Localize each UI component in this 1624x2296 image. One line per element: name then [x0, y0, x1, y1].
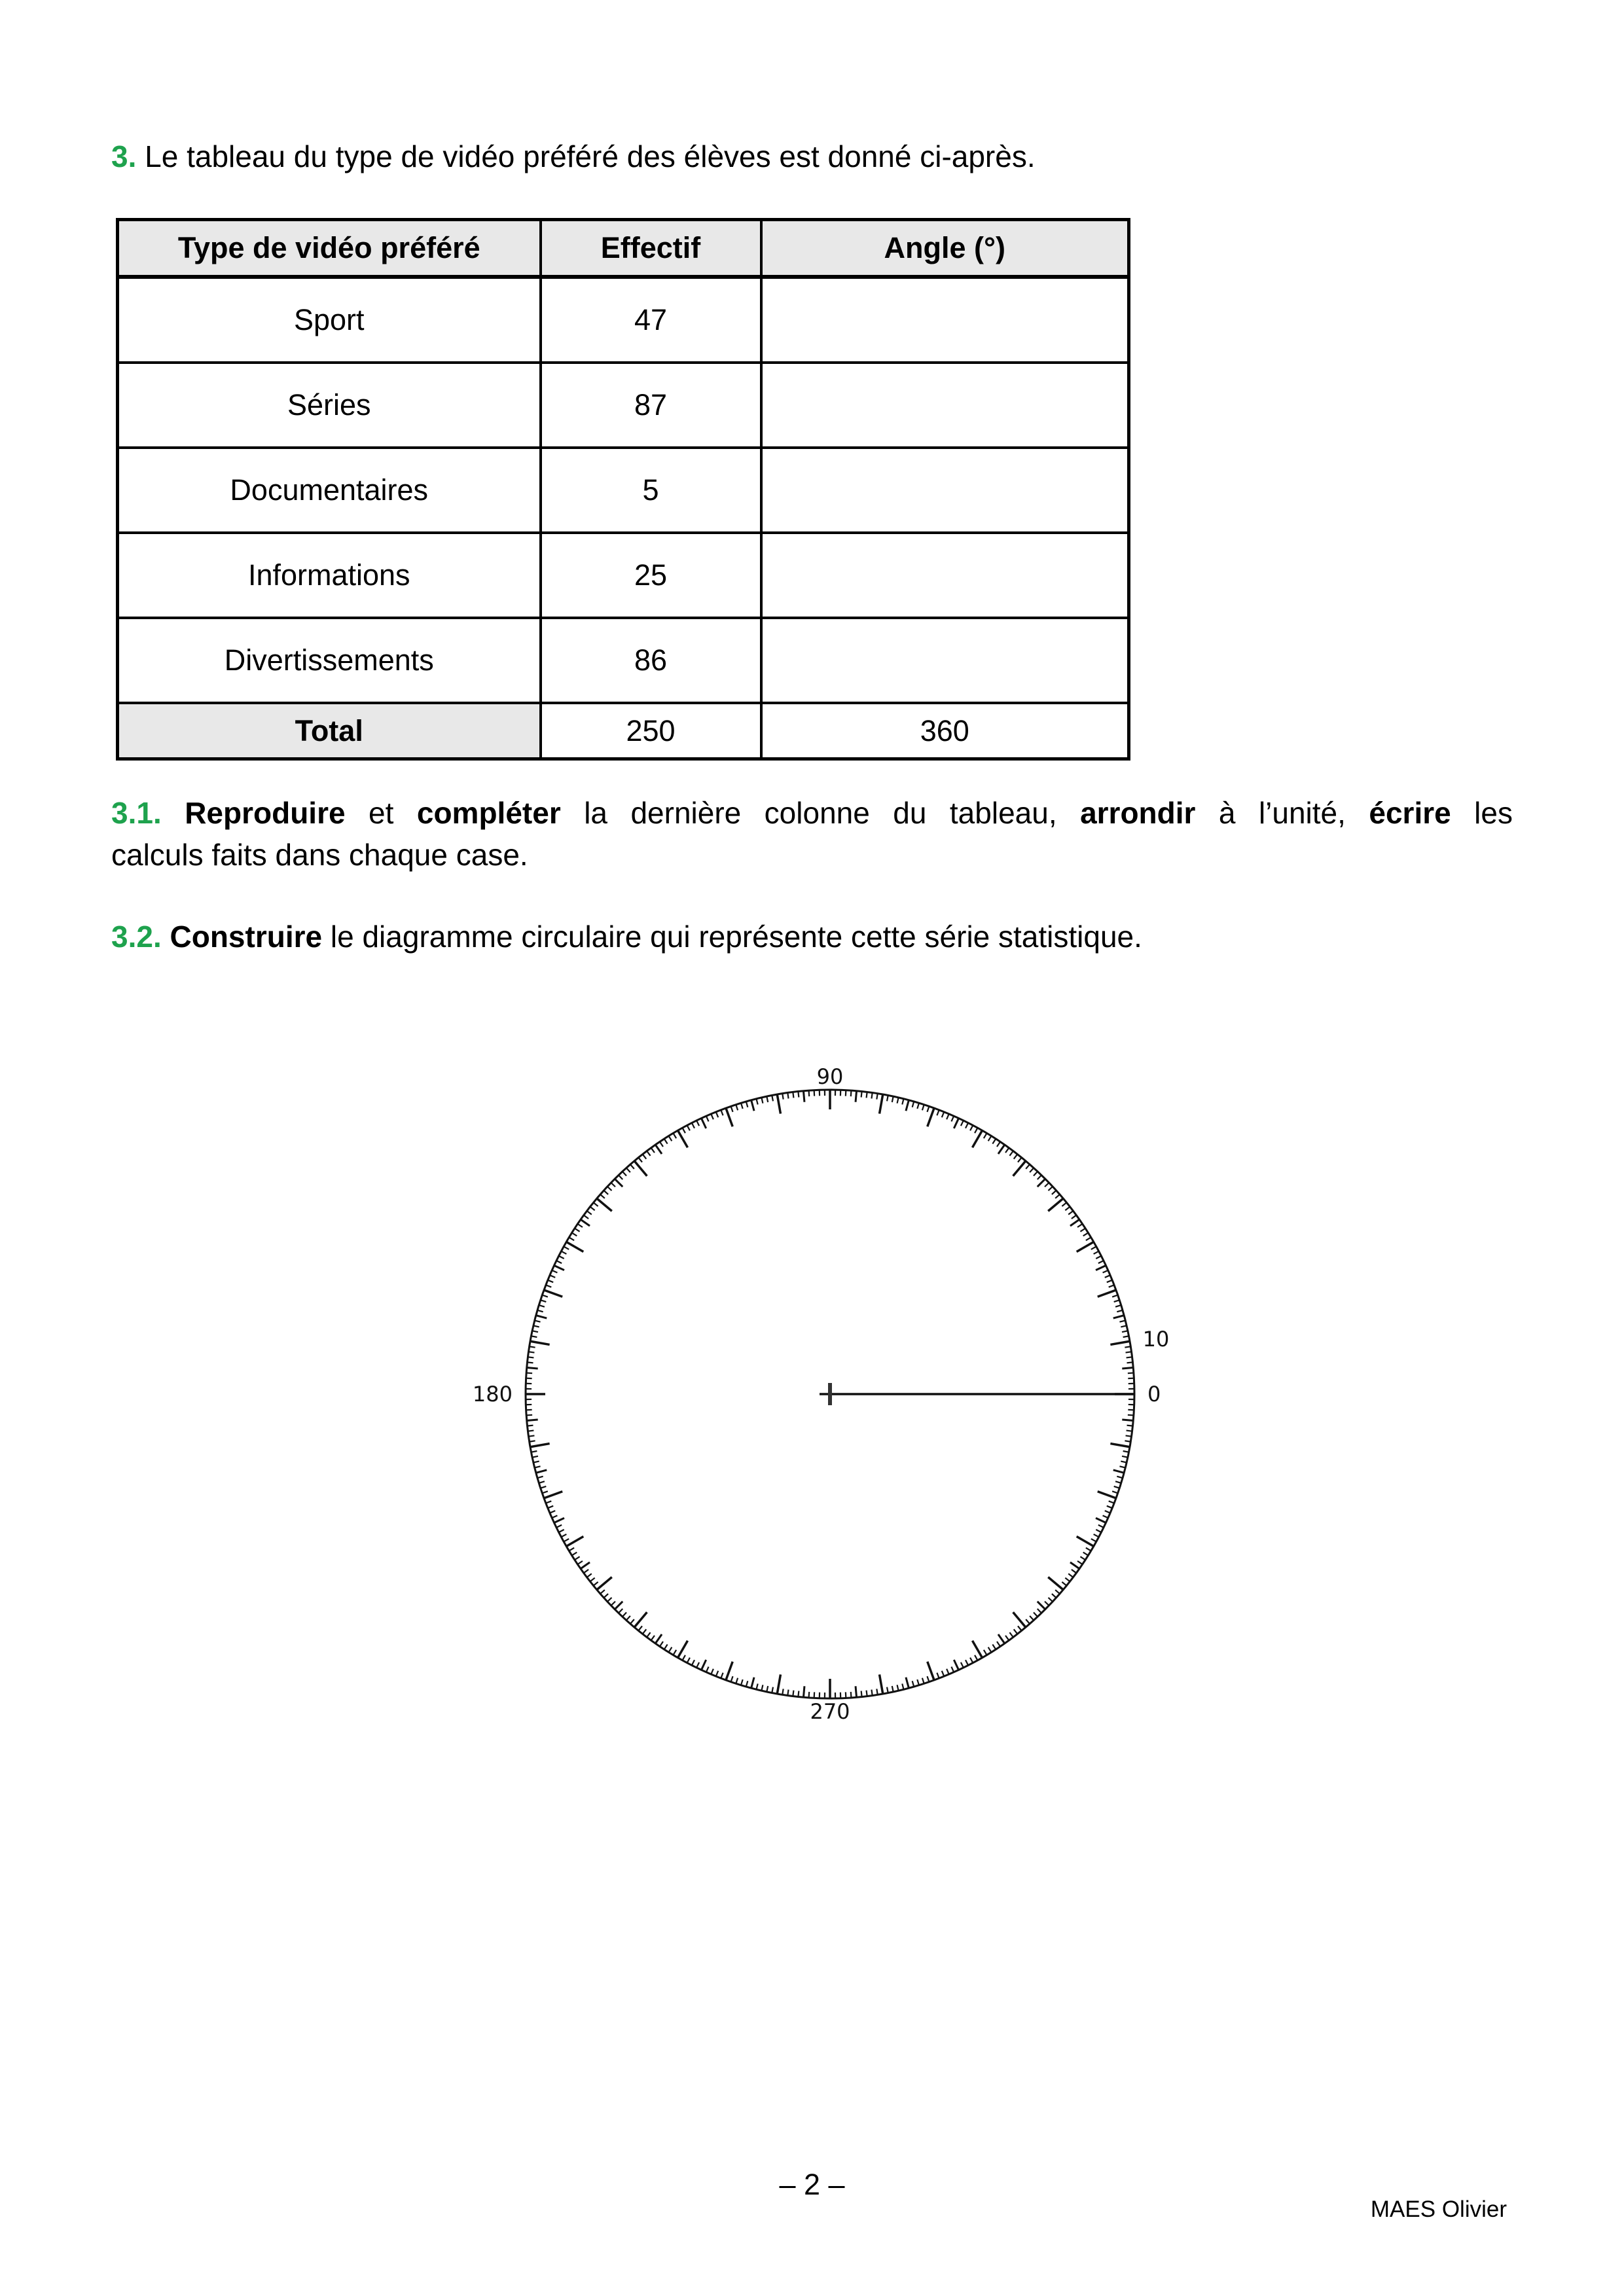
effectif-cell: 25: [541, 533, 761, 618]
effectif-cell: 87: [541, 363, 761, 448]
question-3-1-line1: 3.1. Reproduire et compléter la dernière colonne du tableau, arrondir à l’unité, écrire les: [111, 796, 1513, 830]
effectif-cell: 47: [541, 277, 761, 363]
total-angle-cell: 360: [761, 703, 1129, 759]
col-header-effectif: Effectif: [541, 220, 761, 278]
effectif-cell: 5: [541, 448, 761, 533]
col-header-type: Type de vidéo préféré: [118, 220, 541, 278]
col-header-angle: Angle (°): [761, 220, 1129, 278]
table-row-total: [118, 703, 1129, 759]
protractor-diagram: [458, 1046, 1204, 1746]
table-row-sport: [118, 277, 1129, 363]
effectif-cell: 86: [541, 618, 761, 703]
protractor-circle: [458, 1046, 1204, 1742]
question-3-2: 3.2. Construire le diagramme circulaire qui représente cette série statistique.: [111, 920, 1142, 954]
table-row-informations: [118, 533, 1129, 618]
type-cell: Informations: [118, 533, 541, 618]
angle-cell-empty: [761, 277, 1129, 363]
question-3-1-number: 3.1.: [111, 796, 162, 830]
svg-text:90: 90: [816, 1064, 844, 1089]
question-3-2-number: 3.2.: [111, 920, 162, 954]
page-number: – 2 –: [779, 2168, 845, 2201]
type-cell: Sport: [118, 277, 541, 363]
type-cell: Séries: [118, 363, 541, 448]
table-row-series: [118, 363, 1129, 448]
question-3-1: [111, 792, 1513, 876]
angle-cell-empty: [761, 448, 1129, 533]
angle-cell-empty: [761, 618, 1129, 703]
question-3-1-line2: calculs faits dans chaque case.: [111, 838, 528, 872]
svg-text:270: 270: [810, 1699, 850, 1724]
svg-text:10: 10: [1142, 1326, 1170, 1352]
table-row-divertissements: [118, 618, 1129, 703]
total-label-cell: Total: [118, 703, 541, 759]
question-3-number: 3.: [111, 139, 137, 173]
question-3-text: Le tableau du type de vidéo préféré des élèves est donné ci-après.: [145, 139, 1036, 173]
svg-text:0: 0: [1147, 1382, 1161, 1407]
author-name: MAES Olivier: [1370, 2197, 1507, 2222]
video-preference-table: [116, 218, 1130, 761]
question-3-heading: [111, 137, 1515, 175]
type-cell: Divertissements: [118, 618, 541, 703]
table-row-documentaires: [118, 448, 1129, 533]
total-effectif-cell: 250: [541, 703, 761, 759]
svg-text:180: 180: [472, 1382, 513, 1407]
angle-cell-empty: [761, 533, 1129, 618]
angle-cell-empty: [761, 363, 1129, 448]
type-cell: Documentaires: [118, 448, 541, 533]
table-header-row: [118, 220, 1129, 278]
